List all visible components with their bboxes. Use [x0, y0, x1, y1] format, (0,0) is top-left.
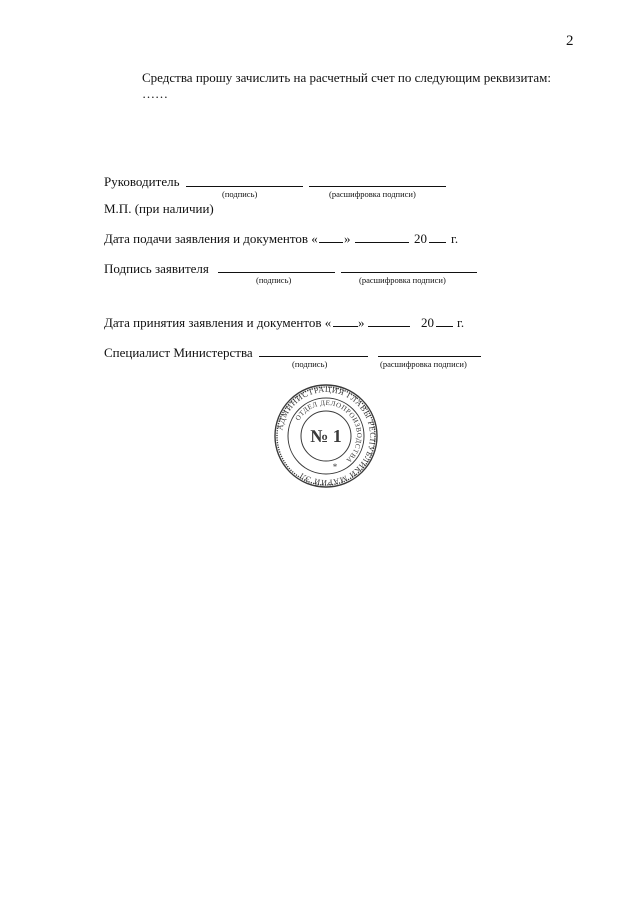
applicant-signature-line	[218, 272, 335, 273]
applicant-label: Подпись заявителя	[104, 261, 209, 276]
acceptance-day-line	[333, 326, 358, 327]
stamp-inner-text: ОТДЕЛ ДЕЛОПРОИЗВОДСТВА	[293, 398, 364, 465]
stamp-outer-text: АДМИНИСТРАЦИЯ ГЛАВЫ РЕСПУБЛИКИ МАРИЙ ЭЛ	[275, 384, 378, 488]
intro-line: Средства прошу зачислить на расчетный счет по следующим реквизитам:	[142, 70, 551, 85]
official-stamp-svg	[274, 384, 378, 488]
specialist-decoding-line	[378, 356, 481, 357]
acceptance-date-prefix: Дата принятия заявления и документов «	[104, 315, 332, 330]
manager-decoding-caption: (расшифровка подписи)	[329, 189, 416, 199]
acceptance-month-line	[368, 326, 410, 327]
manager-signature-line	[186, 186, 303, 187]
manager-decoding-line	[309, 186, 446, 187]
acceptance-year-prefix: 20	[421, 315, 434, 330]
manager-signature-caption: (подпись)	[222, 189, 258, 199]
submission-year-line	[429, 242, 446, 243]
applicant-decoding-caption: (расшифровка подписи)	[359, 275, 446, 285]
applicant-decoding-line	[341, 272, 477, 273]
specialist-signature-caption: (подпись)	[292, 359, 328, 369]
submission-date-suffix: »	[344, 231, 351, 246]
submission-day-line	[319, 242, 343, 243]
submission-month-line	[355, 242, 409, 243]
specialist-label: Специалист Министерства	[104, 345, 253, 360]
page-number: 2	[566, 33, 574, 49]
submission-year-unit: г.	[451, 231, 459, 246]
intro-dots: ……	[142, 86, 168, 101]
acceptance-year-line	[436, 326, 453, 327]
manager-label: Руководитель	[104, 174, 180, 189]
specialist-signature-line	[259, 356, 368, 357]
stamp-center-number: № 1	[310, 426, 342, 446]
submission-year-prefix: 20	[414, 231, 427, 246]
official-stamp	[274, 384, 378, 488]
specialist-decoding-caption: (расшифровка подписи)	[380, 359, 467, 369]
acceptance-year-unit: г.	[457, 315, 465, 330]
stamp-star: *	[332, 462, 338, 472]
submission-date-prefix: Дата подачи заявления и документов «	[104, 231, 318, 246]
applicant-signature-caption: (подпись)	[256, 275, 292, 285]
acceptance-date-suffix: »	[358, 315, 365, 330]
seal-line: М.П. (при наличии)	[104, 201, 214, 216]
